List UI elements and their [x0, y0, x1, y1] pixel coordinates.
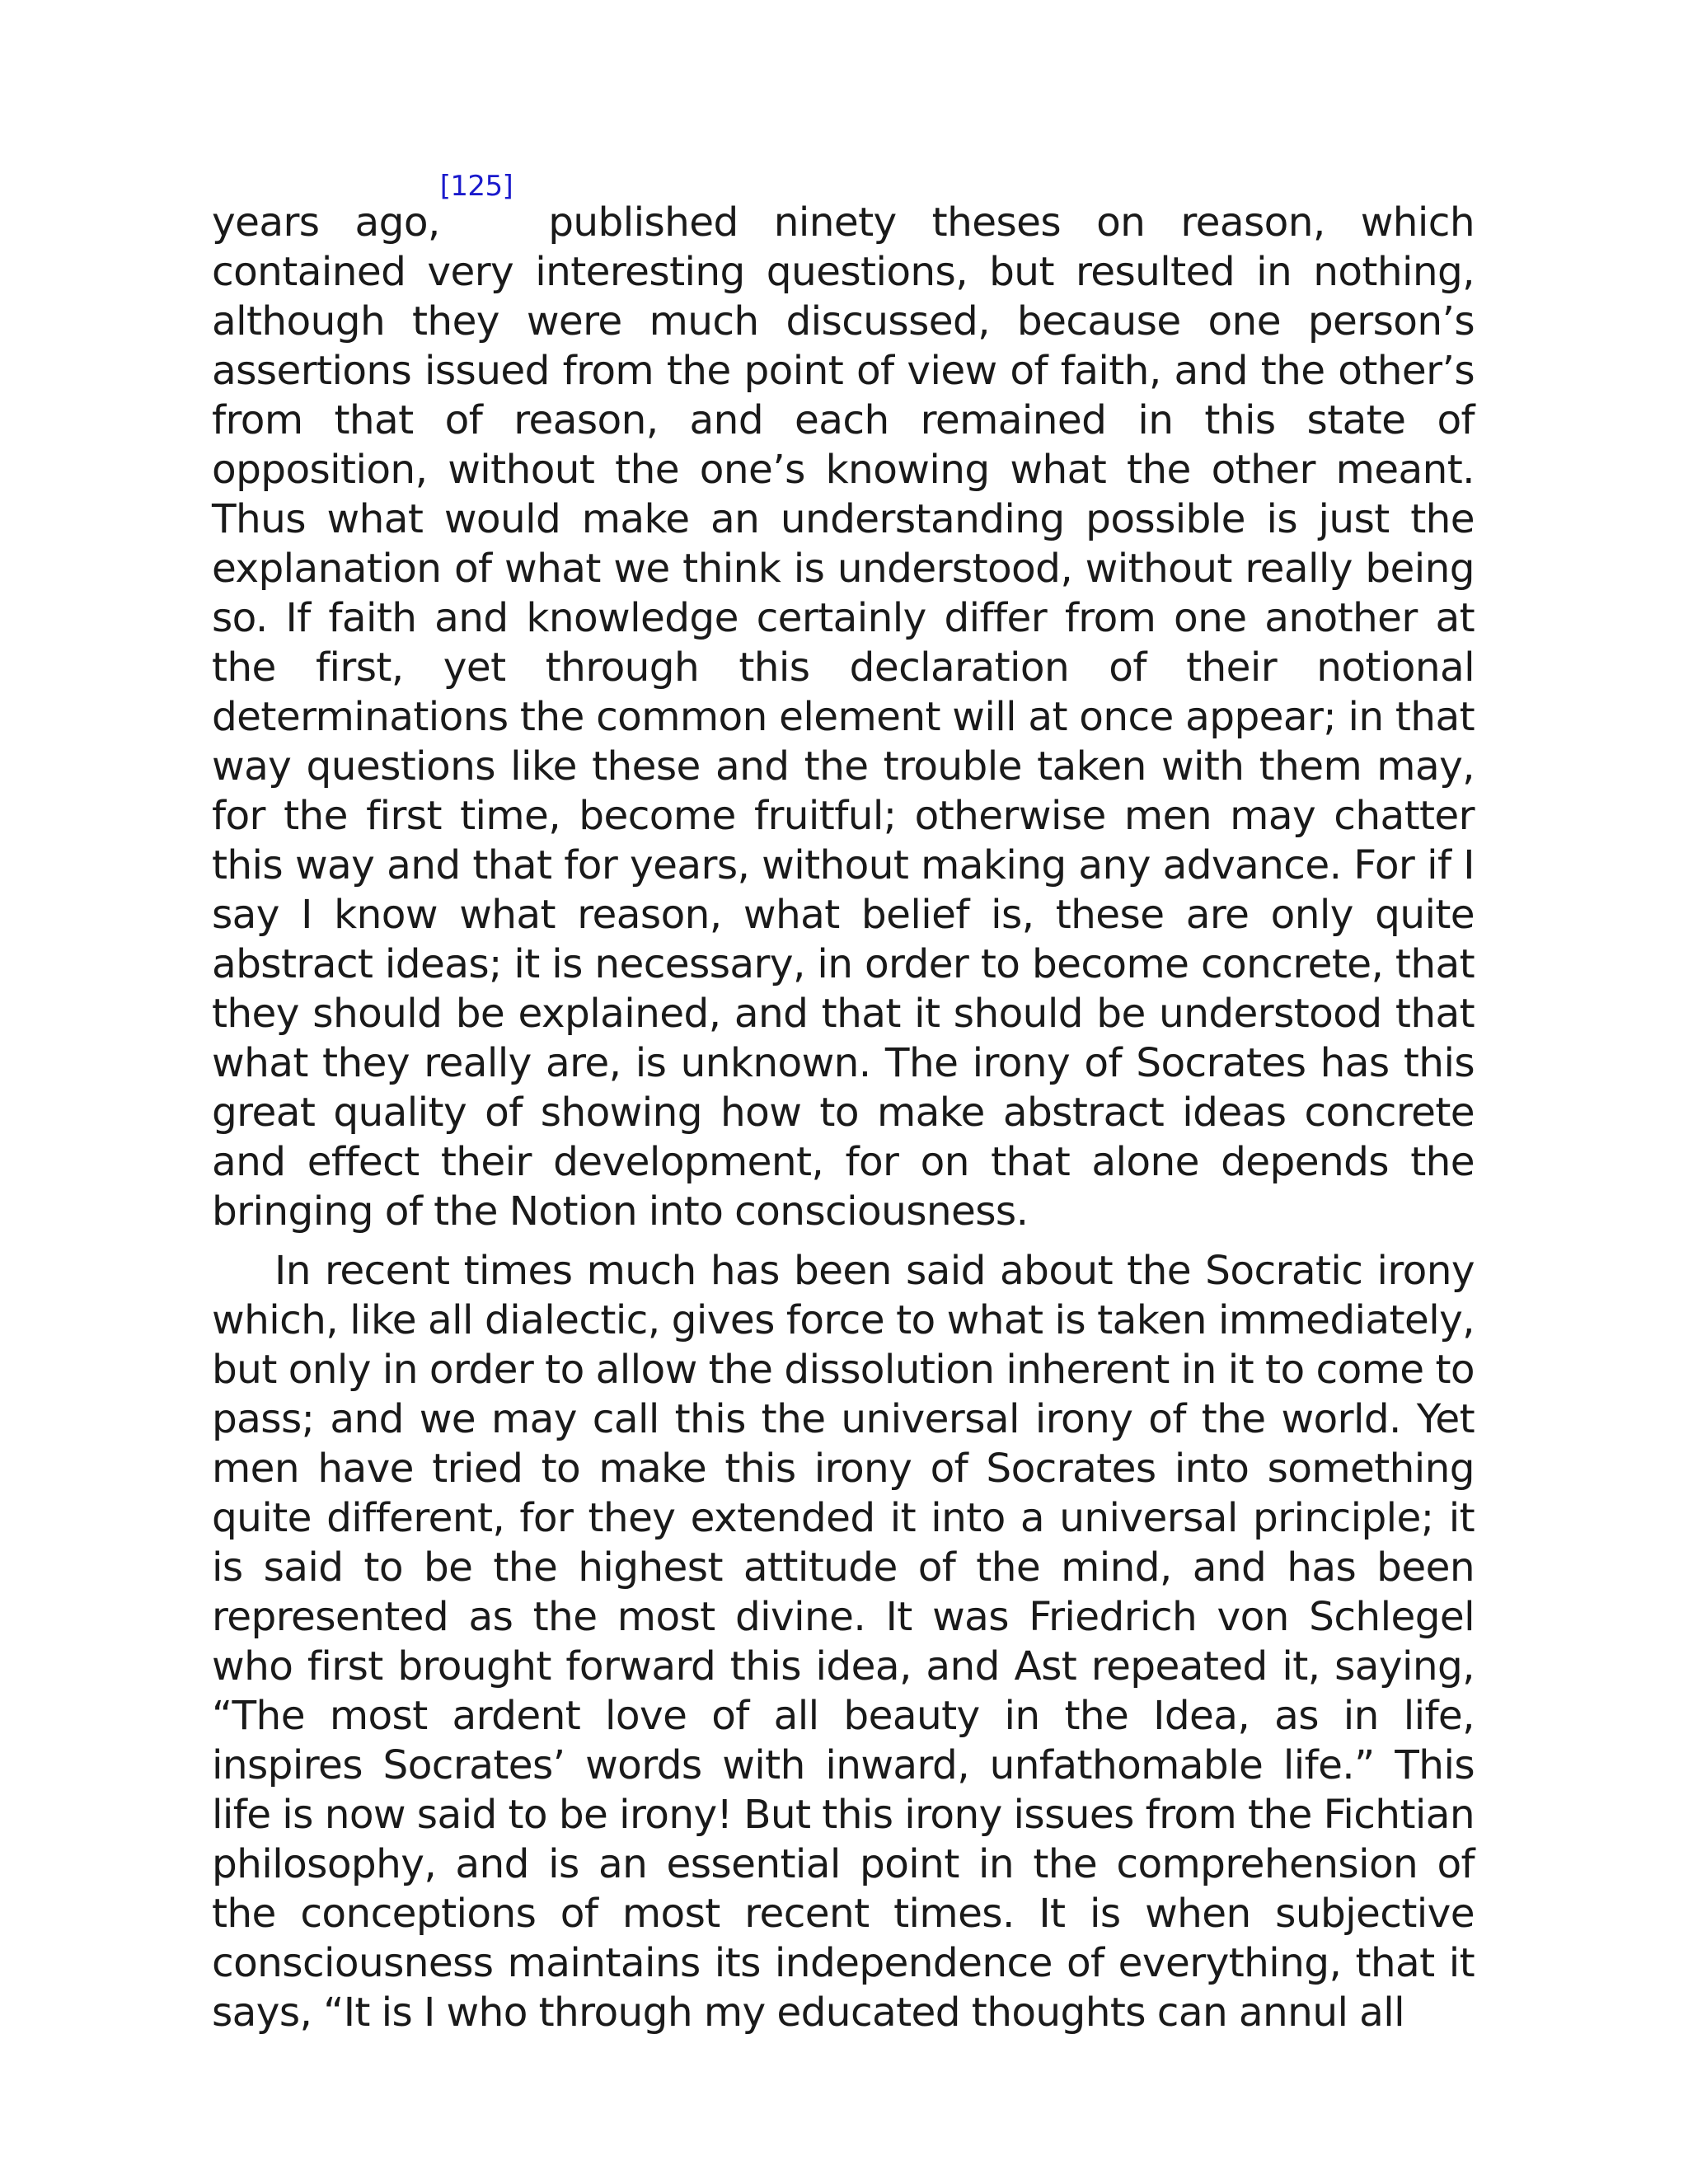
- paragraph-1: [212, 170, 1475, 1236]
- footnote-ref-link[interactable]: [125]: [439, 170, 513, 203]
- page-body: [212, 170, 1475, 2037]
- paragraph-1-body: published ninety theses on reason, which contained very interesting questions, but resulted in nothing, although they were much discussed, because one person’s assertions issued from the point of view of faith, and the other’s from that of reason, and each remained in this state of opposition, without the one’s knowing what the other meant. Thus what would make an understanding possible is just the explanation of what we think is understood, without really being so. If faith and knowledge certainly differ from one another at the first, yet through this declaration of their notional determinations the common element will at once appear; in that way questions like these and the trouble taken with them may, for the first time, become fruitful; otherwise men may chatter this way and that for years, without making any advance. For if I say I know what reason, what belief is, these are only quite abstract ideas; it is necessary, in order to become concrete, that they should be explained, and that it should be understood that what they really are, is unknown. The irony of Socrates has this great quality of showing how to make abstract ideas concrete and effect their development, for on that alone depends the bringing of the Notion into consciousness.: [212, 199, 1475, 1235]
- paragraph-2: In recent times much has been said about the Socratic irony which, like all dialectic, gives force to what is taken immediately, but only in order to allow the dissolution inherent in it to come to pass; and we may call this the universal irony of the world. Yet men have tried to make this irony of Socrates into something quite different, for they extended it into a universal principle; it is said to be the highest attitude of the mind, and has been represented as the most divine. It was Friedrich von Schlegel who first brought forward this idea, and Ast repeated it, saying, “The most ardent love of all beauty in the Idea, as in life, inspires Socrates’ words with inward, unfathomable life.” This life is now said to be irony! But this irony issues from the Fichtian philosophy, and is an essential point in the comprehension of the conceptions of most recent times. It is when subjective consciousness maintains its independence of everything, that it says, “It is I who through my educated thoughts can annul all: [212, 1248, 1475, 2036]
- paragraph-1-lead: years ago,: [212, 199, 440, 246]
